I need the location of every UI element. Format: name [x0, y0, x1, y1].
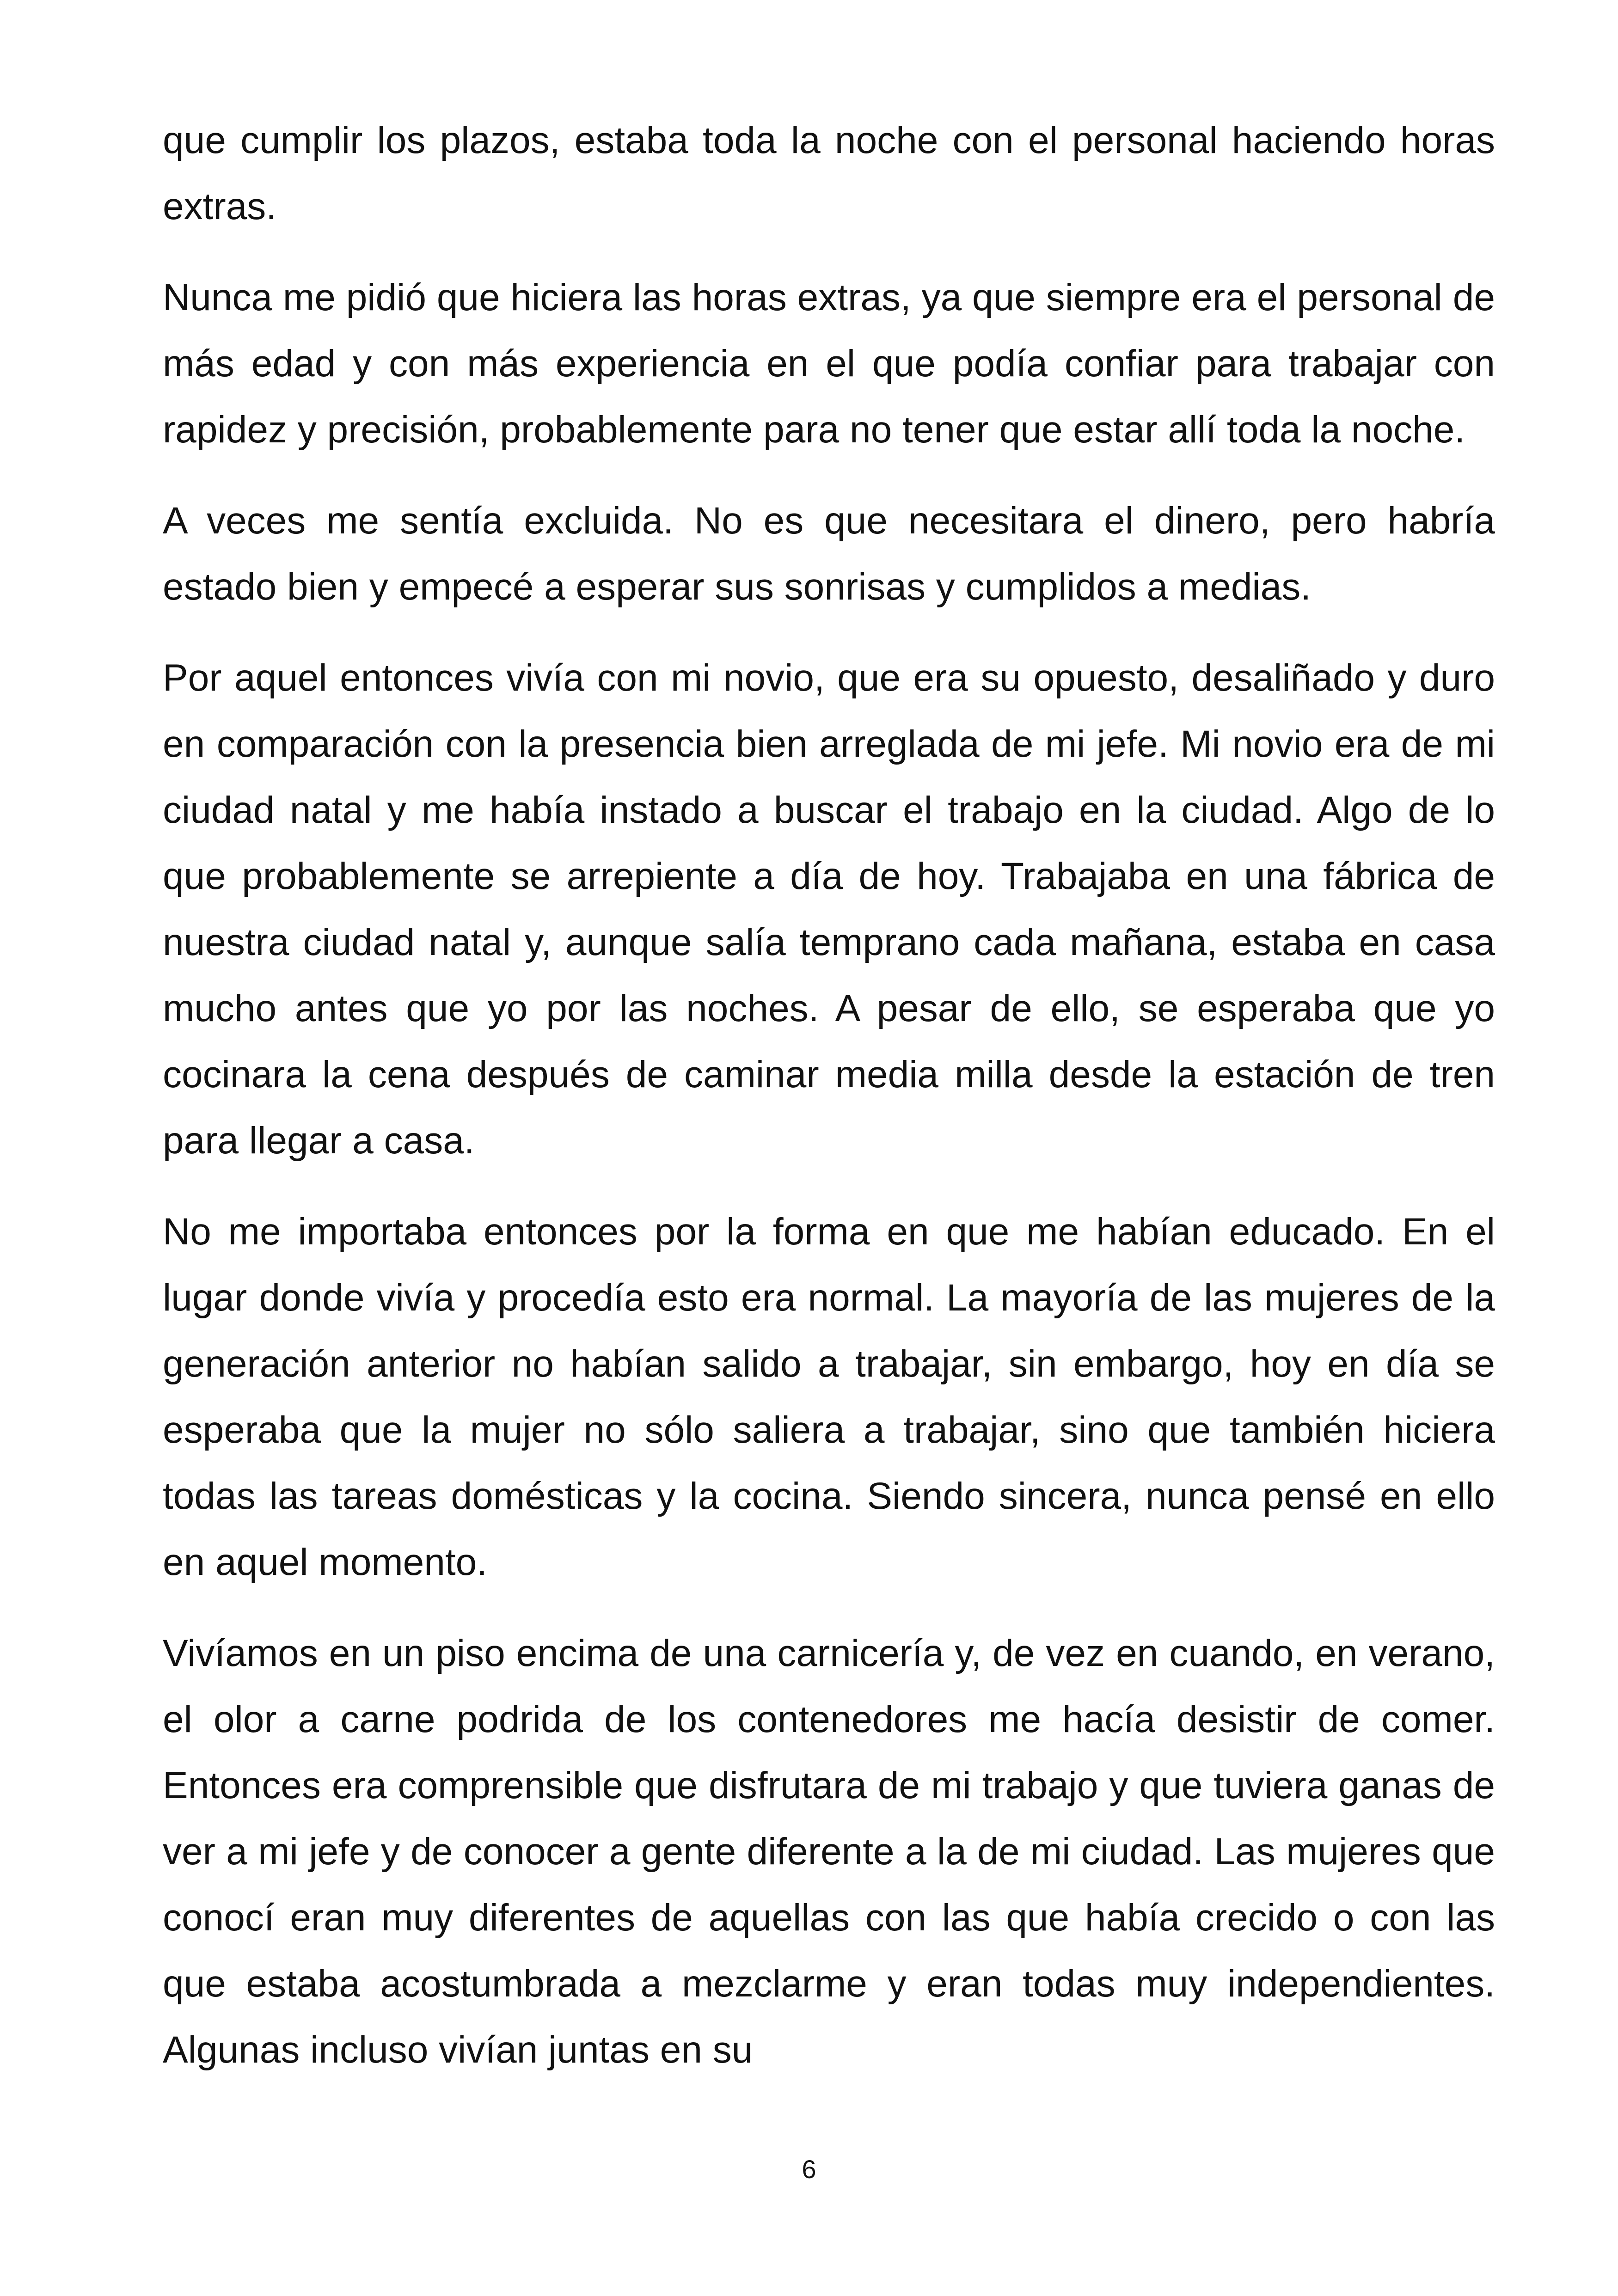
page-number: 6 [802, 2155, 816, 2184]
paragraph: Nunca me pidió que hiciera las horas extras, ya que siempre era el personal de más edad y con más experiencia en el que podía confiar para trabajar con rapidez y precisión, probablemente para no tener que estar allí toda la noche. [163, 276, 1495, 451]
body-text [163, 107, 1495, 2108]
paragraph: Por aquel entonces vivía con mi novio, que era su opuesto, desaliñado y duro en comparación con la presencia bien arreglada de mi jefe. Mi novio era de mi ciudad natal y me había instado a buscar el trabajo en la ciudad. Algo de lo que probablemente se arrepiente a día de hoy. Trabajaba en una fábrica de nuestra ciudad natal y, aunque salía temprano cada mañana, estaba en casa mucho antes que yo por las noches. A pesar de ello, se esperaba que yo cocinara la cena después de caminar media milla desde la estación de tren para llegar a casa. [163, 657, 1495, 1162]
paragraph: que cumplir los plazos, estaba toda la noche con el personal haciendo horas extras. [163, 119, 1495, 227]
paragraph: A veces me sentía excluida. No es que necesitara el dinero, pero habría estado bien y empecé a esperar sus sonrisas y cumplidos a medias. [163, 500, 1495, 608]
paragraph: Vivíamos en un piso encima de una carnicería y, de vez en cuando, en verano, el olor a carne podrida de los contenedores me hacía desistir de comer. Entonces era comprensible que disfrutara de mi trabajo y que tuviera ganas de ver a mi jefe y de conocer a gente diferente a la de mi ciudad. Las mujeres que conocí eran muy diferentes de aquellas con las que había crecido o con las que estaba acostumbrada a mezclarme y eran todas muy independientes. Algunas incluso vivían juntas en su [163, 1632, 1495, 2071]
paragraph: No me importaba entonces por la forma en que me habían educado. En el lugar donde vivía y procedía esto era normal. La mayoría de las mujeres de la generación anterior no habían salido a trabajar, sin embargo, hoy en día se esperaba que la mujer no sólo saliera a trabajar, sino que también hiciera todas las tareas domésticas y la cocina. Siendo sincera, nunca pensé en ello en aquel momento. [163, 1211, 1495, 1583]
